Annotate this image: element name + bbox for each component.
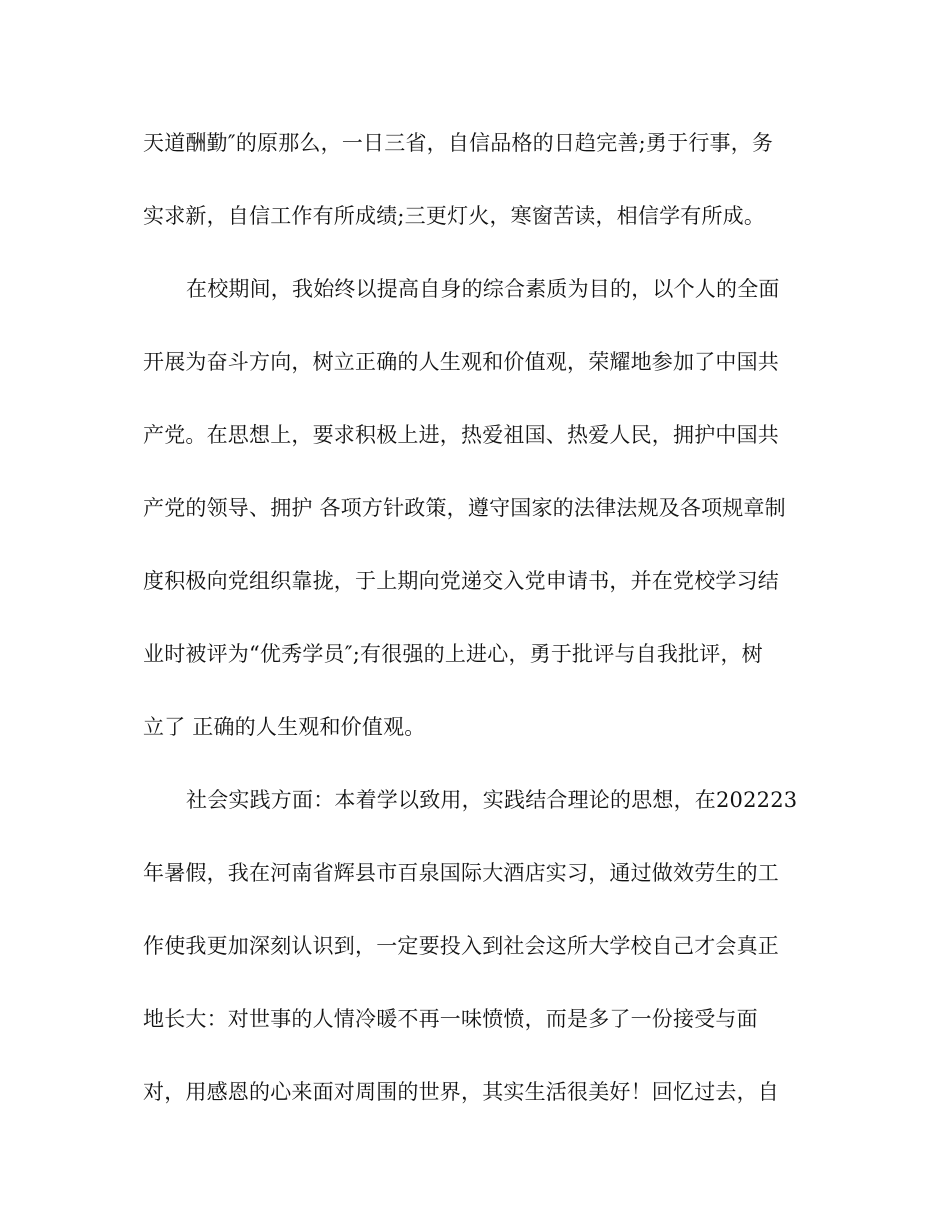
text-line: 开展为奋斗方向，树立正确的人生观和价值观，荣耀地参加了中国共 — [143, 350, 779, 374]
text-line: 天道酬勤″的原那么，一日三省，自信品格的日趋完善;勇于行事，务 — [143, 131, 774, 155]
paragraph-first-line: 社会实践方面：本着学以致用，实践结合理论的思想，在202223 — [186, 788, 798, 812]
text-line: 作使我更加深刻认识到，一定要投入到社会这所大学校自己才会真正 — [143, 934, 779, 958]
text-line: 产党的领导、拥护 各项方针政策，遵守国家的法律法规及各项规章制 — [143, 496, 786, 520]
text-line: 对，用感恩的心来面对周围的世界，其实生活很美好！回忆过去，自 — [143, 1080, 779, 1104]
text-line: 年暑假，我在河南省辉县市百泉国际大酒店实习，通过做效劳生的工 — [143, 861, 779, 885]
text-line: 地长大：对世事的人情冷暖不再一味愤愤，而是多了一份接受与面 — [143, 1007, 758, 1031]
text-line: 业时被评为“优秀学员″;有很强的上进心，勇于批评与自我批评，树 — [143, 642, 763, 666]
text-line: 度积极向党组织靠拢，于上期向党递交入党申请书，并在党校学习结 — [143, 569, 779, 593]
text-line: 立了 正确的人生观和价值观。 — [143, 715, 426, 739]
paragraph-first-line: 在校期间，我始终以提高自身的综合素质为目的，以个人的全面 — [186, 277, 780, 301]
text-line: 实求新，自信工作有所成绩;三更灯火，寒窗苦读，相信学有所成。 — [143, 204, 766, 228]
text-line: 产党。在思想上，要求积极上进，热爱祖国、热爱人民，拥护中国共 — [143, 423, 779, 447]
